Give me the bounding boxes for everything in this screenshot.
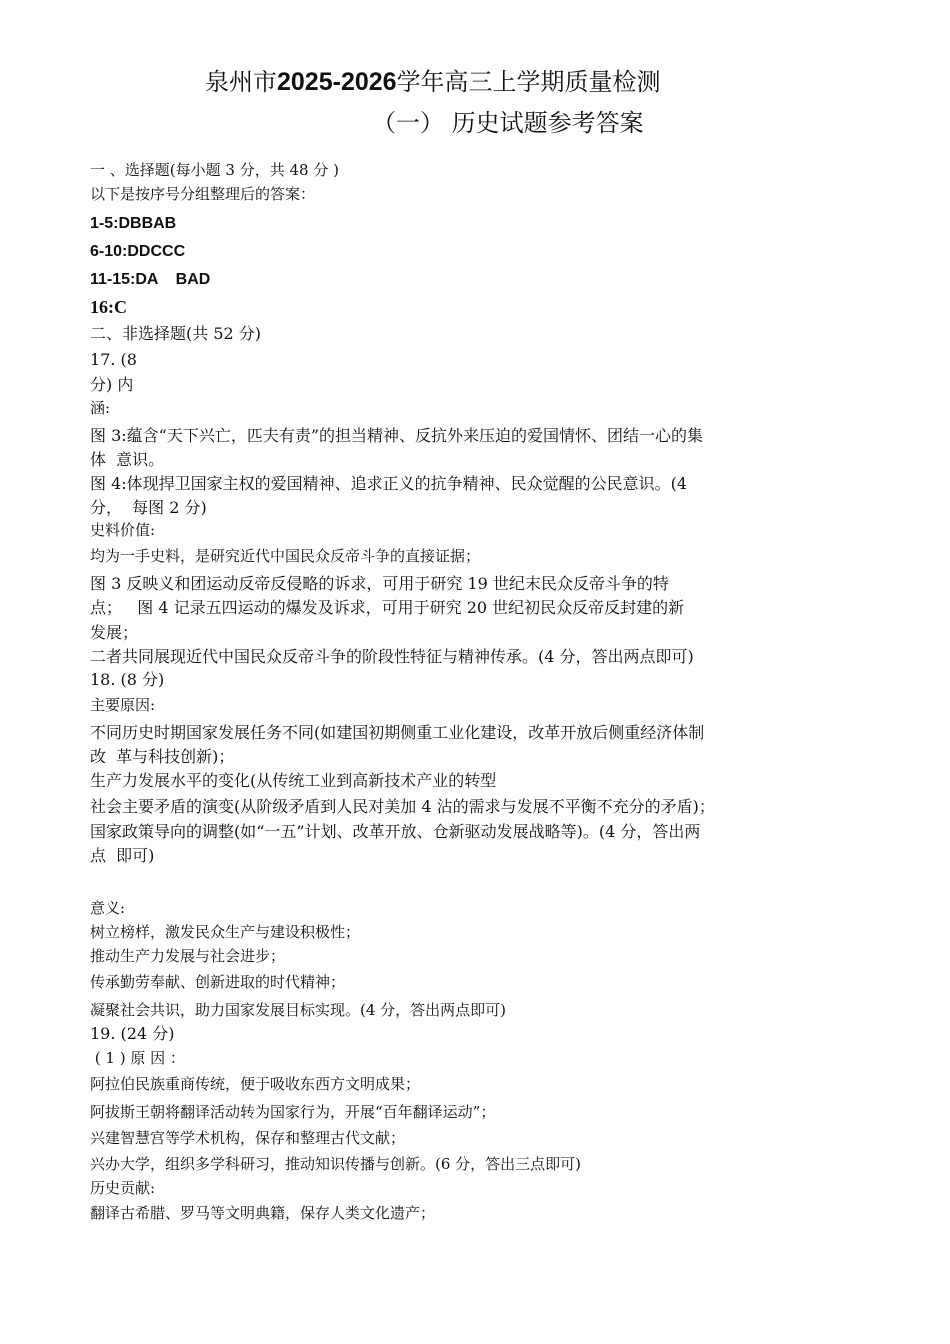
text-line: 分， 每图 2 分) (90, 498, 207, 517)
text-line: 涵: (90, 399, 111, 417)
title-suffix: 学年高三上学期质量检测 (396, 68, 661, 96)
text-line: 发展； (90, 623, 139, 642)
text-line: 翻译古希腊、罗马等文明典籍，保存人类文化遗产； (90, 1204, 436, 1222)
text-line: 二者共同展现近代中国民众反帝斗争的阶段性特征与精神传承。(4 分，答出两点即可) (90, 647, 694, 666)
text-line: 推动生产力发展与社会进步； (90, 947, 286, 965)
text-line: 均为一手史料，是研究近代中国民众反帝斗争的直接证据； (90, 547, 481, 565)
document-title-line1 (205, 66, 661, 98)
text-line: 国家政策导向的调整(如“一五”计划、改革开放、仓新驱动发展战略等)。(4 分，答出两 (90, 822, 701, 841)
text-line: 阿拔斯王朝将翻译活动转为国家行为，开展“百年翻译运动”； (90, 1103, 496, 1121)
text-line: 树立榜样，激发民众生产与建设积极性； (90, 923, 361, 941)
text-line: ( 1 ) 原 因 ： (90, 1049, 185, 1067)
text-line: 图 4:体现捍卫国家主权的爱国精神、追求正义的抗争精神、民众觉醒的公民意识。(4 (90, 474, 688, 493)
text-line: 分) 内 (90, 375, 134, 394)
answer-group-1: 1-5:DBBAB (90, 215, 177, 232)
text-line: 历史贡献: (90, 1179, 156, 1197)
text-line: 兴建智慧宫等学术机构，保存和整理古代文献； (90, 1129, 406, 1147)
answer-group-2: 6-10:DDCCC (90, 243, 186, 260)
text-line: 传承勤劳奉献、创新进取的时代精神； (90, 973, 346, 991)
answer-group-3: 11-15:DA BAD (90, 271, 211, 288)
section1-intro: 以下是按序号分组整理后的答案： (90, 185, 316, 203)
document-title-line2: （一） 历史试题参考答案 (372, 109, 644, 137)
section2-heading: 二、非选择题(共 52 分) (90, 324, 262, 343)
text-line: 史料价值: (90, 521, 156, 539)
text-line: 阿拉伯民族重商传统，便于吸收东西方文明成果； (90, 1075, 421, 1093)
text-line: 19. (24 分) (90, 1024, 175, 1043)
text-line: 社会主要矛盾的演变(从阶级矛盾到人民对美加 4 沾的需求与发展不平衡不充分的矛盾)； (90, 797, 715, 816)
text-line: 体 意识。 (90, 450, 165, 469)
section1-heading: 一 、选择题(每小题 3 分，共 48 分 ) (90, 161, 339, 179)
text-line: 不同历史时期国家发展任务不同(如建国初期侧重工业化建设，改革开放后侧重经济体制 (90, 723, 705, 742)
text-line: 兴办大学，组织多学科研习，推动知识传播与创新。(6 分，答出三点即可) (90, 1155, 582, 1173)
text-line: 图 3:蕴含“天下兴亡，匹夫有责”的担当精神、反抗外来压迫的爱国情怀、团结一心的集 (90, 426, 704, 445)
text-line: 主要原因: (90, 696, 156, 714)
text-line: 改 革与科技创新)； (90, 747, 235, 766)
text-line: 17. (8 (90, 350, 137, 369)
answer-group-4: 16:C (90, 297, 127, 317)
text-line: 意义: (90, 899, 126, 917)
title-years: 2025-2026 (277, 68, 397, 96)
text-line: 点； 图 4 记录五四运动的爆发及诉求，可用于研究 20 世纪初民众反帝反封建的新 (90, 598, 685, 617)
title-prefix: 泉州市 (205, 68, 277, 96)
text-line: 图 3 反映义和团运动反帝反侵略的诉求，可用于研究 19 世纪末民众反帝斗争的特 (90, 574, 669, 593)
text-line: 生产力发展水平的变化(从传统工业到高新技术产业的转型 (90, 771, 497, 790)
text-line: 凝聚社会共识，助力国家发展目标实现。(4 分，答出两点即可) (90, 1001, 507, 1019)
text-line: 点 即可) (90, 846, 155, 865)
text-line: 18. (8 分) (90, 670, 165, 689)
